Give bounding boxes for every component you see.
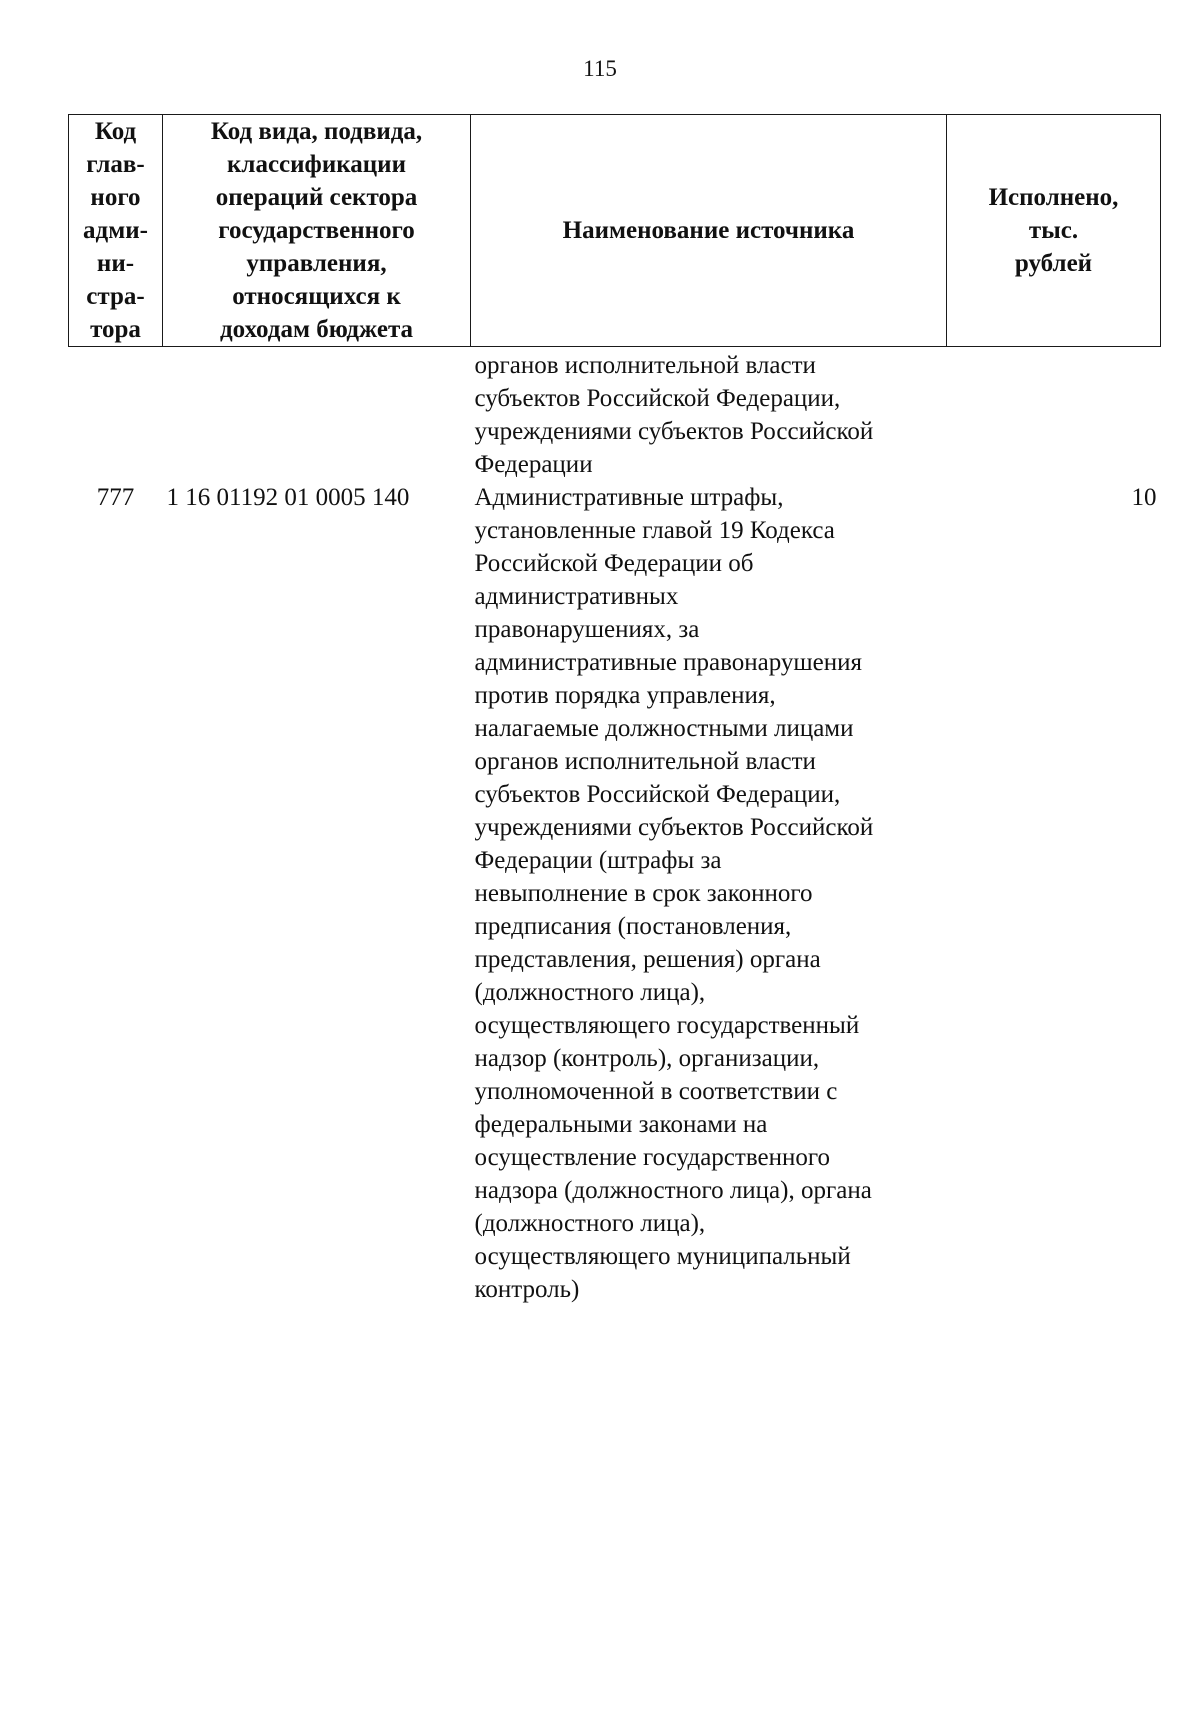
cell-source-name: Административные штрафы, установленные главой 19 Кодекса Российской Федерации об административных правонарушениях, за административные правонарушения против порядка управления, налагаемые должностными лицами органов исполнительной власти субъектов Российской Федерации, учреждениями субъектов Российской Федерации (штрафы за невыполнение в срок законного предписания (постановления, представления, решения) органа (должностного лица), осуществляющего государственный надзор (контроль), организации, уполномоченной в соответствии с федеральными законами на осуществление государственного надзора (должностного лица), органа (должностного лица), осуществляющего муниципальный контроль) bbox=[474, 484, 874, 1303]
page-number: 115 bbox=[583, 56, 617, 81]
table-header-row bbox=[69, 115, 1161, 347]
cell-admin-code bbox=[69, 347, 163, 482]
cell-income-code: 1 16 01192 01 0005 140 bbox=[166, 484, 410, 511]
cell-income-code bbox=[163, 347, 471, 482]
header-admin-code: Код глав- ного адми- ни- стра- тора bbox=[69, 115, 163, 347]
header-executed: Исполнено, тыс. рублей bbox=[947, 115, 1161, 347]
table-row bbox=[69, 481, 1161, 1306]
revenue-table bbox=[68, 114, 1161, 1306]
cell-source-name: органов исполнительной власти субъектов Российской Федерации, учреждениями субъектов Российской Федерации bbox=[474, 352, 874, 478]
cell-executed bbox=[947, 347, 1161, 482]
cell-admin-code: 777 bbox=[96, 484, 135, 511]
header-income-code: Код вида, подвида, классификации операций сектора государственного управления, относящихся к доходам бюджета bbox=[163, 115, 471, 347]
header-source-name: Наименование источника bbox=[471, 115, 947, 347]
cell-executed: 10 bbox=[1131, 484, 1157, 511]
table-row bbox=[69, 347, 1161, 482]
